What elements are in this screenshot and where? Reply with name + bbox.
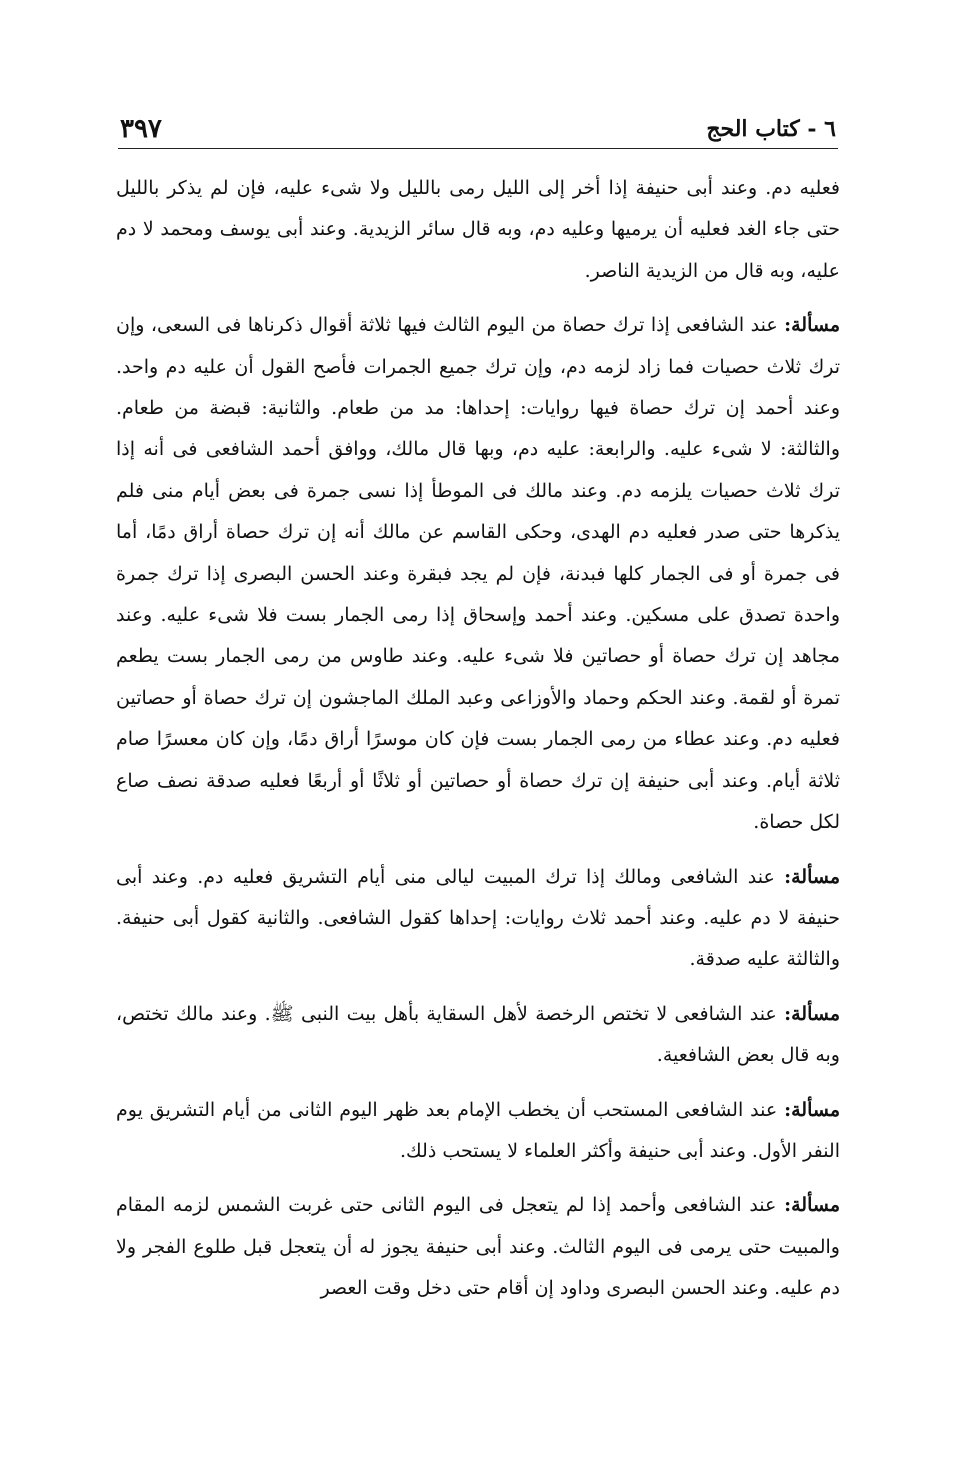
paragraph-continuation xyxy=(116,168,840,292)
chapter-title: ٦ - كتاب الحج xyxy=(706,116,836,142)
paragraph-masala-3 xyxy=(116,994,840,1077)
paragraph-text: عند الشافعى المستحب أن يخطب الإمام بعد ظهر اليوم الثانى من أيام التشريق يوم النفر الأول. وعند أبى حنيفة وأكثر العلماء لا يستحب ذلك. xyxy=(116,1098,840,1162)
paragraph-text: فعليه دم. وعند أبى حنيفة إذا أخر إلى الليل رمى بالليل ولا شىء عليه، فإن لم يذكر بالليل حتى جاء الغد فعليه أن يرميها وعليه دم، وبه قال سائر الزيدية. وعند أبى يوسف ومحمد لا دم عليه، وبه قال من الزيدية الناصر. xyxy=(116,177,840,282)
paragraph-text: عند الشافعى ومالك إذا ترك المبيت ليالى منى أيام التشريق فعليه دم. وعند أبى حنيفة لا دم عليه. وعند أحمد ثلاث روايات: إحداها كقول الشافعى. والثانية كقول أبى حنيفة. والثالثة عليه صدقة. xyxy=(116,865,840,971)
masala-heading: مسألة: xyxy=(784,865,840,888)
paragraph-masala-2 xyxy=(116,857,840,981)
masala-heading: مسألة: xyxy=(784,1194,840,1217)
paragraph-masala-5 xyxy=(116,1185,840,1309)
paragraph-text: عند الشافعى لا تختص الرخصة لأهل السقاية بأهل بيت النبى ﷺ. وعند مالك تختص، وبه قال بعض الشافعية. xyxy=(116,1002,840,1067)
header-rule xyxy=(118,148,838,149)
page-body xyxy=(116,168,840,1323)
masala-heading: مسألة: xyxy=(784,314,840,337)
page-number: ٣٩٧ xyxy=(120,114,162,144)
paragraph-text: عند الشافعى إذا ترك حصاة من اليوم الثالث فيها ثلاثة أقوال ذكرناها فى السعى، وإن ترك ثلاث حصيات فما زاد لزمه دم، وإن ترك جميع الجمرات فأصح القول أن عليه دم واحد. وعند أحمد إن ترك حصاة فيها روايات: إحداها: مد من طعام. والثانية: قبضة من طعام. والثالثة: لا شىء عليه. والرابعة: عليه دم، وبها قال مالك، ووافق أحمد الشافعى فى أنه إذا ترك ثلاث حصيات يلزمه دم. وعند مالك فى الموطأ إذا نسى جمرة فى بعض أيام منى فلم يذكرها حتى صدر فعليه دم الهدى، وحكى القاسم عن مالك أنه إن ترك حصاة أراق دمًا، أما فى جمرة أو فى الجمار كلها فبدنة، فإن لم يجد فبقرة وعند الحسن البصرى إذا ترك جمرة واحدة تصدق على مسكين. وعند أحمد وإسحاق إذا رمى الجمار بست فلا شىء عليه. وعند مجاهد إن ترك حصاة أو حصاتين فلا شىء عليه. وعند طاوس من رمى الجمار بست يطعم تمرة أو لقمة. وعند الحكم وحماد والأوزاعى وعبد الملك الماجشون إن ترك حصاة أو حصاتين فعليه دم. وعند عطاء من رمى الجمار بست فإن كان موسرًا أراق دمًا، وإن كان معسرًا صام ثلاثة أيام. وعند أبى حنيفة إن ترك حصاة أو حصاتين أو ثلاثًا أو أربعًا فعليه صدقة نصف صاع لكل حصاة. xyxy=(116,314,840,834)
paragraph-masala-1 xyxy=(116,305,840,843)
paragraph-text: عند الشافعى وأحمد إذا لم يتعجل فى اليوم الثانى حتى غربت الشمس لزمه المقام والمبيت حتى يرمى فى اليوم الثالث. وعند أبى حنيفة يجوز له أن يتعجل قبل طلوع الفجر ولا دم عليه. وعند الحسن البصرى وداود إن أقام حتى دخل وقت العصر xyxy=(116,1194,840,1300)
masala-heading: مسألة: xyxy=(784,1002,840,1025)
paragraph-masala-4 xyxy=(116,1090,840,1173)
masala-heading: مسألة: xyxy=(784,1098,840,1121)
page-header xyxy=(120,112,836,150)
